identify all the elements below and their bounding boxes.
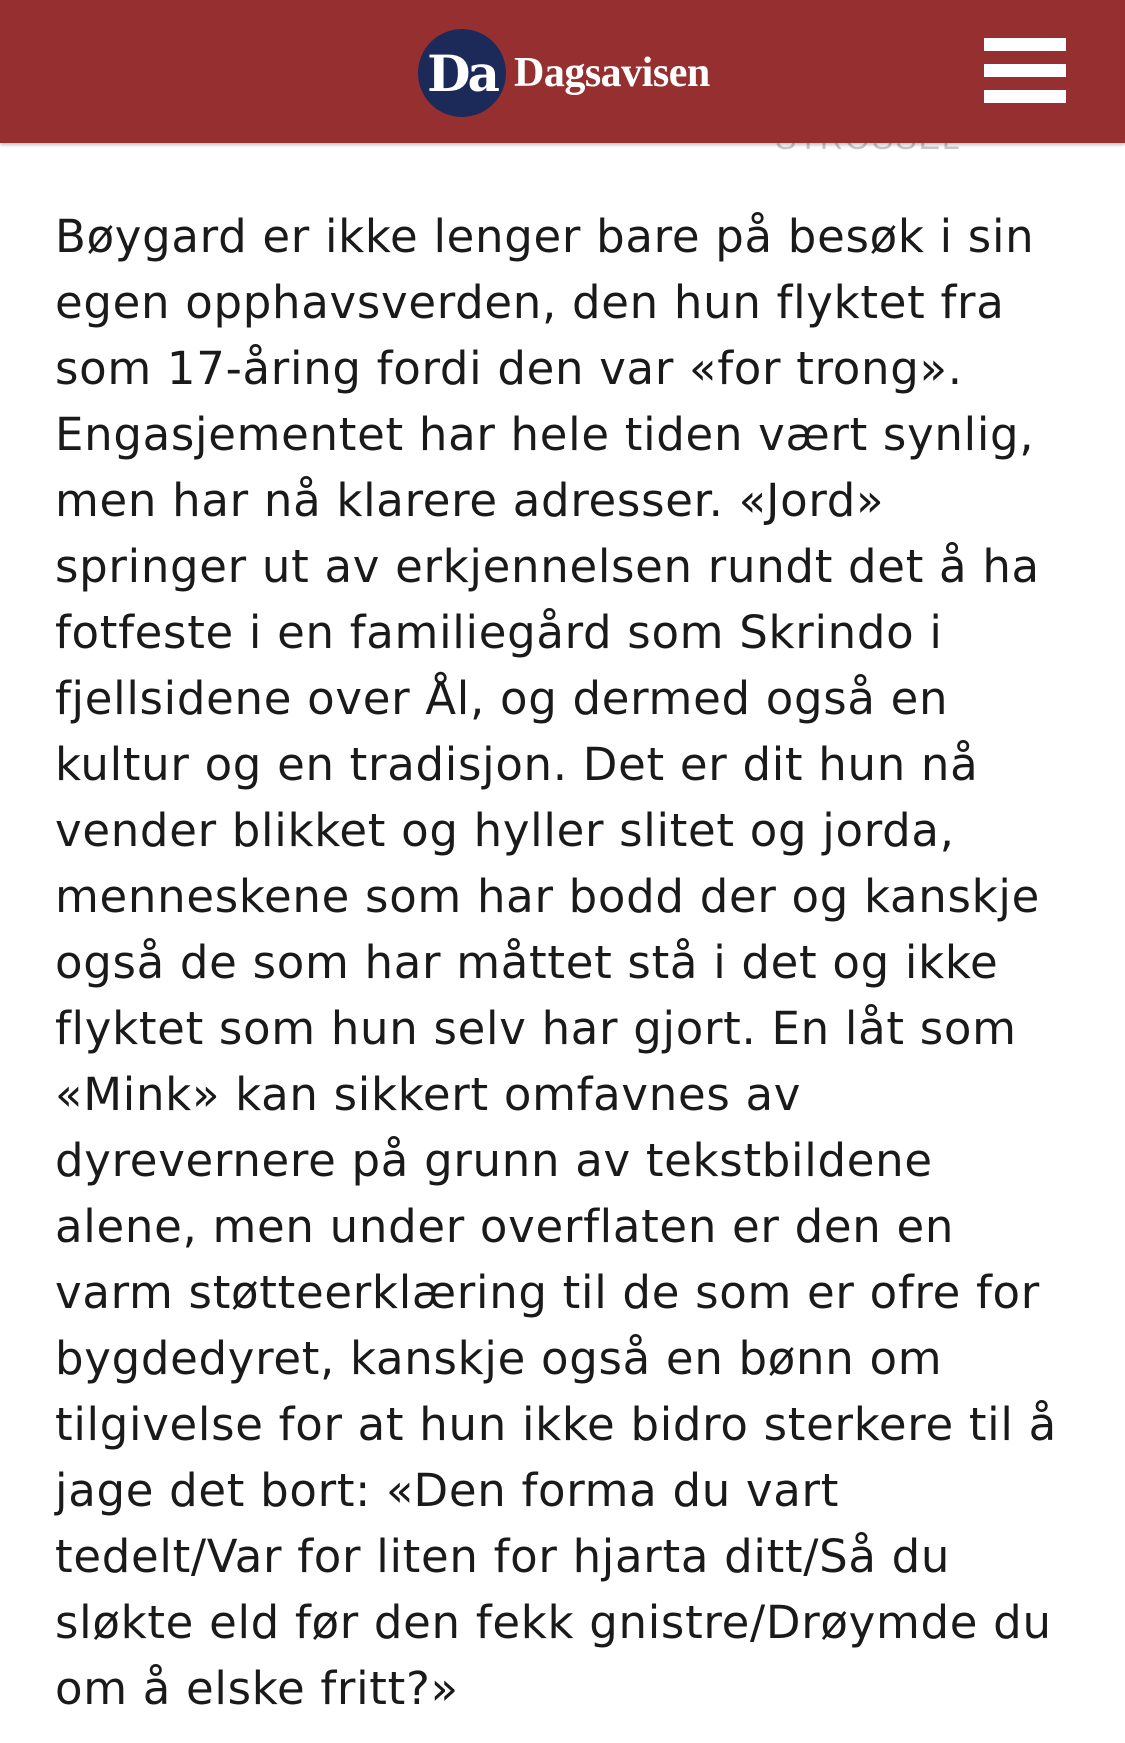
- article-line: fotfeste i en familiegård som Skrindo i: [55, 606, 943, 659]
- article-line: Engasjementet har hele tiden vært synlig,: [55, 408, 1035, 461]
- article-line: dyrevernere på grunn av tekstbildene: [55, 1134, 933, 1187]
- menu-bar-bottom: [984, 90, 1066, 103]
- top-navigation-bar: [0, 0, 1125, 143]
- menu-bar-middle: [984, 64, 1066, 77]
- dagsavisen-logo[interactable]: [418, 28, 710, 118]
- article-line: menneskene som har bodd der og kanskje: [55, 870, 1041, 923]
- article-line: flyktet som hun selv har gjort. En låt som: [55, 1002, 1017, 1055]
- logo-badge: Da: [418, 29, 506, 117]
- menu-bar-top: [984, 38, 1066, 51]
- article-line: om å elske fritt?»: [55, 1662, 459, 1715]
- article-line: som 17-åring fordi den var «for trong».: [55, 342, 963, 395]
- article-line: men har nå klarere adresser. «Jord»: [55, 474, 885, 527]
- article-line: alene, men under overflaten er den en: [55, 1200, 955, 1253]
- article-line: «Mink» kan sikkert omfavnes av: [55, 1068, 802, 1121]
- article-line: tilgivelse for at hun ikke bidro sterkere til å: [55, 1398, 1057, 1451]
- article-paragraph: [55, 204, 1095, 1722]
- article-line: jage det bort: «Den forma du vart: [55, 1464, 840, 1517]
- article-line: sløkte eld før den fekk gnistre/Drøymde du: [55, 1596, 1052, 1649]
- article-line: kultur og en tradisjon. Det er dit hun nå: [55, 738, 979, 791]
- article-line: vender blikket og hyller slitet og jorda,: [55, 804, 955, 857]
- hamburger-menu-icon[interactable]: [980, 36, 1068, 106]
- article-line: også de som har måttet stå i det og ikke: [55, 936, 999, 989]
- logo-wordmark: Dagsavisen: [514, 50, 710, 96]
- article-line: varm støtteerklæring til de som er ofre for: [55, 1266, 1040, 1319]
- article-line: egen opphavsverden, den hun flyktet fra: [55, 276, 1005, 329]
- article-line: Bøygard er ikke lenger bare på besøk i sin: [55, 210, 1035, 263]
- article-line: tedelt/Var for liten for hjarta ditt/Så du: [55, 1530, 951, 1583]
- article-line: bygdedyret, kanskje også en bønn om: [55, 1332, 943, 1385]
- article-line: springer ut av erkjennelsen rundt det å ha: [55, 540, 1040, 593]
- article-line: fjellsidene over Ål, og dermed også en: [55, 672, 949, 725]
